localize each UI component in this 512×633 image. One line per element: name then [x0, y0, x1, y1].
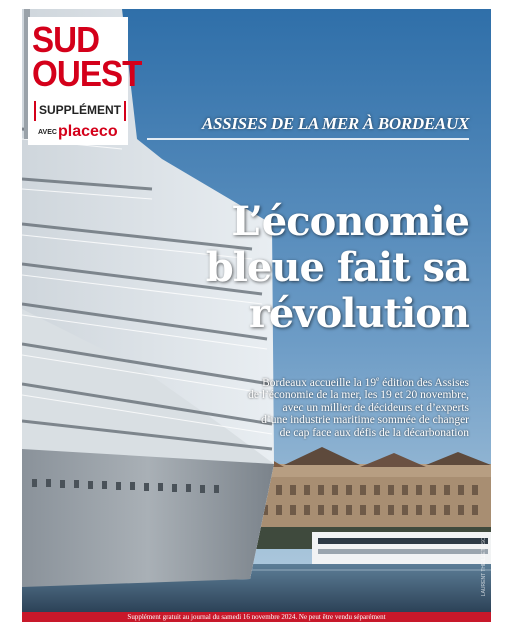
- supplement-label-frame: [34, 101, 126, 121]
- partner-prefix: AVEC: [38, 129, 57, 136]
- partner-logo: placeco: [58, 123, 118, 140]
- headline-line-1: L’économie: [231, 198, 469, 245]
- headline-line-2: bleue fait sa: [205, 244, 469, 291]
- supplement-label: SUPPLÉMENT: [38, 103, 121, 117]
- footer-banner: Supplément gratuit au journal du samedi 16 novembre 2024. Ne peut être vendu séparément: [22, 612, 491, 622]
- logo-line-ouest: OUEST: [32, 53, 142, 94]
- lead-line-5: de cap face aux défis de la décarbonation: [279, 426, 469, 439]
- cover-headline: [206, 199, 469, 337]
- lead-line-2: de l’économie de la mer, les 19 et 20 novembre,: [248, 389, 469, 402]
- logo-line-sud: SUD: [32, 19, 100, 60]
- kicker-underline: [147, 138, 469, 140]
- lead-line-3: avec un millier de décideurs et d’experts: [282, 401, 469, 414]
- lead-paragraph: [219, 373, 469, 439]
- photo-credit: LAURENT THEILLET / SO: [481, 537, 487, 597]
- sud-ouest-logo: [28, 17, 142, 145]
- ordinal-superscript: e: [376, 375, 380, 383]
- cover-page: [22, 9, 491, 612]
- lead-line-4: d’une industrie maritime sommée de changer: [261, 414, 469, 427]
- lead-line-1-start: Bordeaux accueille la 19: [262, 376, 377, 389]
- section-kicker: ASSISES DE LA MER À BORDEAUX: [201, 114, 469, 133]
- lead-line-1: [219, 373, 469, 389]
- lead-line-1-end: édition des Assises: [379, 376, 469, 389]
- headline-line-3: révolution: [248, 290, 469, 337]
